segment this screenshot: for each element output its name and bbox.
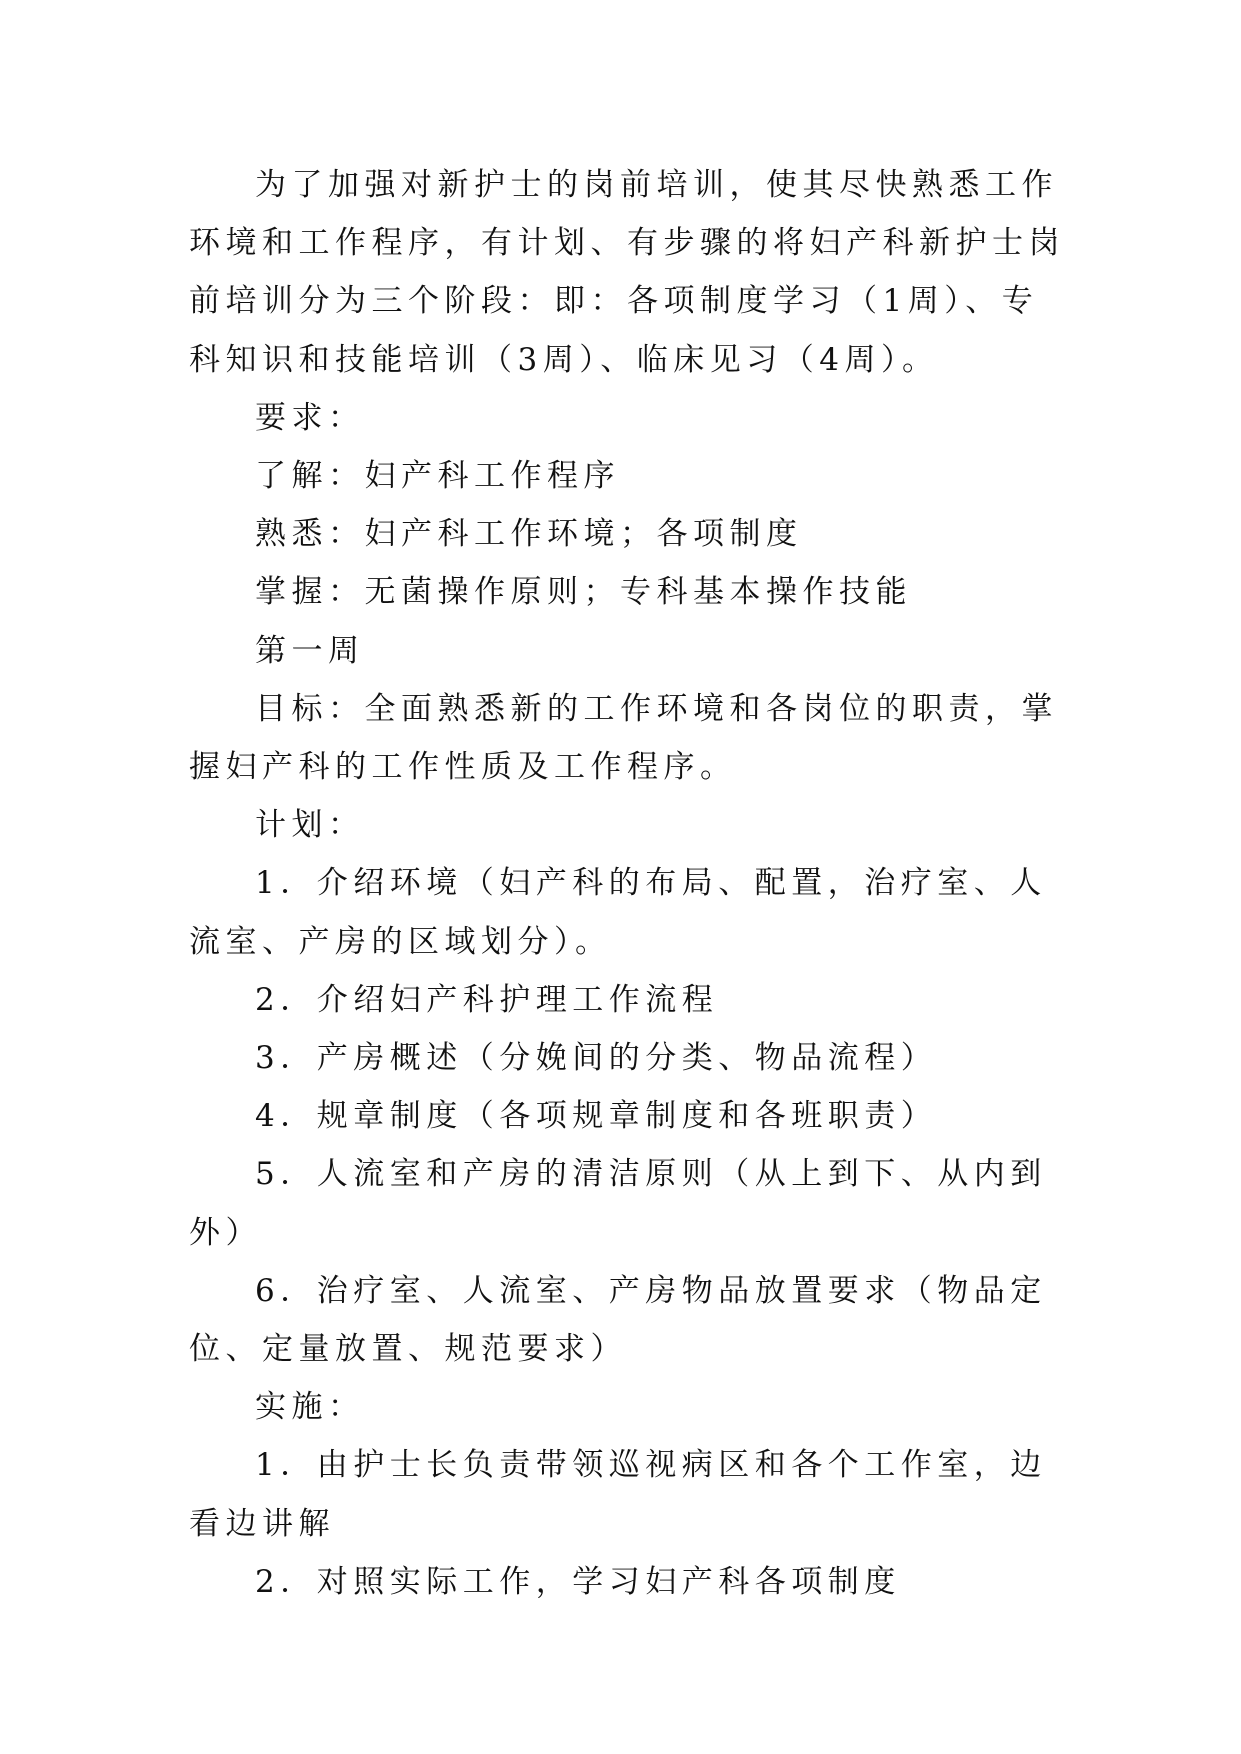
plan-item: 5．人流室和产房的清洁原则（从上到下、从内到外） [189, 1156, 1047, 1251]
goal-paragraph: 目标：全面熟悉新的工作环境和各岗位的职责，掌握妇产科的工作性质及工作程序。 [189, 690, 1058, 786]
week-one-heading: 第一周 [255, 632, 365, 669]
document-body [189, 156, 1069, 1611]
plan-item: 3．产房概述（分娩间的分类、物品流程） [255, 1040, 938, 1077]
requirement-master: 掌握：无菌操作原则；专科基本操作技能 [255, 574, 912, 611]
implementation-item: 2．对照实际工作，学习妇产科各项制度 [255, 1563, 901, 1600]
requirement-understand: 了解：妇产科工作程序 [255, 458, 620, 495]
plan-item: 1．介绍环境（妇产科的布局、配置，治疗室、人流室、产房的区域划分）。 [189, 865, 1047, 960]
implementation-item: 1．由护士长负责带领巡视病区和各个工作室，边看边讲解 [189, 1447, 1047, 1542]
implementation-heading: 实施： [255, 1389, 365, 1426]
plan-item: 6．治疗室、人流室、产房物品放置要求（物品定位、定量放置、规范要求） [189, 1272, 1047, 1368]
intro-paragraph: 为了加强对新护士的岗前培训，使其尽快熟悉工作环境和工作程序，有计划、有步骤的将妇产科新护士岗前培训分为三个阶段：即：各项制度学习（1周）、专科知识和技能培训（3周）、临床见习（4周）。 [189, 167, 1065, 378]
plan-heading: 计划： [255, 807, 365, 844]
plan-item: 2．介绍妇产科护理工作流程 [255, 981, 719, 1018]
requirement-familiar: 熟悉：妇产科工作环境；各项制度 [255, 516, 803, 553]
requirements-heading: 要求： [255, 399, 365, 436]
plan-item: 4．规章制度（各项规章制度和各班职责） [255, 1098, 938, 1135]
